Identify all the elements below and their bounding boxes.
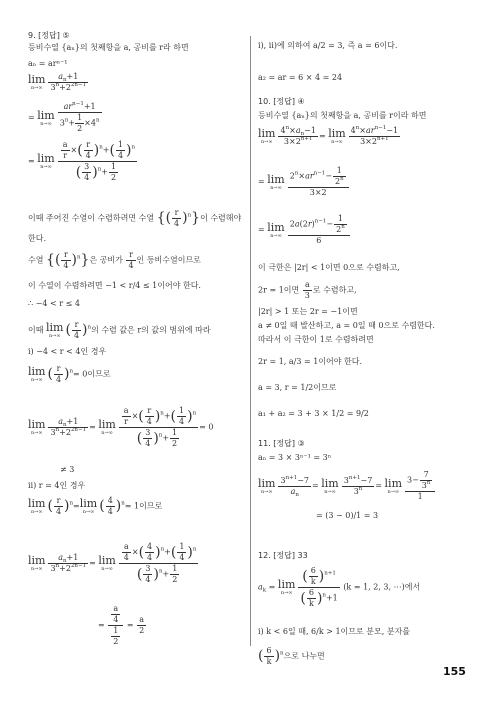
p12-case1: ⅰ) k < 6일 때, 6/k > 1이므로 분모, 분자를 bbox=[258, 627, 410, 636]
problem-9-heading: 9. [정답] ⑤ bbox=[28, 31, 70, 40]
p9-case1-eval: lim n→∞ $\frac{a_n+1}{3^n+2^{2n-1}}$ = lim n→∞ $\frac{a}{r}$ ×( $\frac{r}{4}$ )$^n$+( $\frac{1}{4}$ )$^n$ ( $\frac{3}{4}$ )$^n$+ $\frac{1}{2}$ = 0 bbox=[28, 406, 214, 448]
problem-12-heading: 12. [정답] 33 bbox=[258, 551, 308, 560]
p9-case2-final: = $\frac{\frac{a}{4}}{\frac{1}{2}}$ = $\frac{a}{2}$ bbox=[98, 604, 145, 646]
problem-10-intro: 등비수열 {aₙ}의 첫째항을 a, 공비를 r이라 하면 bbox=[258, 111, 427, 120]
p9-case2-eval: lim n→∞ $\frac{a_n+1}{3^n+2^{2n-1}}$ = lim n→∞ $\frac{a}{4}$ ×( $\frac{4}{4}$ )$^n$+( $\frac{1}{4}$ )$^n$ ( $\frac{3}{4}$ )$^n$+ $\frac{1}{2}$ bbox=[28, 542, 197, 584]
p9-therefore: ∴ −4 < r ≤ 4 bbox=[28, 299, 80, 308]
p9-ineq: 이 수열이 수렴하려면 −1 < r/4 ≤ 1이어야 한다. bbox=[28, 281, 201, 290]
p12-divide: ( $\frac{6}{k}$ )$^n$으로 나누면 bbox=[258, 646, 325, 666]
p10-abs: |2r| > 1 또는 2r = −1이면 bbox=[258, 307, 358, 316]
p10-therefore: 따라서 이 극한이 1로 수렴하려면 bbox=[258, 335, 374, 344]
p9-case1-limit: lim n→∞ ( $\frac{r}{4}$ )$^n$= 0이므로 bbox=[28, 364, 111, 384]
p10-lim-step1: lim n→∞ $\frac{4^n\times a_n-1}{3\times 2^{n+1}}$ = lim n→∞ $\frac{4^n\times ar^{n-1}-1}{3\times 2^{n+1}}$ bbox=[258, 125, 399, 146]
p10-2r-1: 2r = 1이면 $\frac{a}{3}$ 로 수렴하고, bbox=[258, 280, 357, 300]
p11-result: = (3 − 0)/1 = 3 bbox=[316, 511, 379, 520]
p10-converge: 이 극한은 |2r| < 1이면 0으로 수렴하고, bbox=[258, 263, 400, 272]
p9-lim-step1: lim n→∞ $\frac{a_n+1}{3^n+2^{2n-1}}$ bbox=[28, 72, 87, 92]
p10-lim-step2: = lim n→∞ $2^n\times ar^{n-1}-$ $\frac{1}{2^n}$ 3×2 bbox=[258, 166, 350, 198]
p12-ak: $a_k$ = lim n→∞ ( $\frac{6}{k}$ )$^{n+1}$ ( $\frac{6}{k}$ )$^n$+1 (k = 1, 2, 3, ⋯)에서 bbox=[258, 566, 421, 608]
p9-case2-limit: lim n→∞ ( $\frac{r}{4}$ )$^n$= lim n→∞ ( $\frac{4}{4}$ )$^n$= 1이므로 bbox=[28, 496, 163, 516]
p10-diverge: a ≠ 0일 때 발산하고, a = 0일 때 0으로 수렴한다. bbox=[258, 321, 435, 330]
column-divider bbox=[250, 36, 251, 646]
problem-11-heading: 11. [정답] ③ bbox=[258, 439, 305, 448]
p9-a2: a₂ = ar = 6 × 4 = 24 bbox=[258, 73, 343, 82]
p9-ratio: 수열 {( $\frac{r}{4}$ )$^n$}은 공비가 $\frac{r}{4}$ 인 등비수열이므로 bbox=[28, 250, 201, 270]
p9-lim-step3: = lim n→∞ $\frac{a}{r}$ ×( $\frac{r}{4}$ )$^n$+( $\frac{1}{4}$ )$^n$ ( $\frac{3}{4}$ )$^n$+ $\frac{1}{2}$ bbox=[28, 140, 136, 182]
p10-sum: a₁ + a₂ = 3 + 3 × 1/2 = 9/2 bbox=[258, 409, 369, 418]
p11-general-term: aₙ = 3 × 3ⁿ⁻¹ = 3ⁿ bbox=[258, 453, 332, 462]
problem-9-general-term: aₙ = arⁿ⁻¹ bbox=[28, 59, 68, 68]
p9-case1: ⅰ) −4 < r < 4인 경우 bbox=[28, 347, 107, 356]
p10-lim-step3: = lim n→∞ $2a(2r)^{n-1}-$ $\frac{1}{2^n}$ 6 bbox=[258, 214, 351, 246]
p9-conclusion: ⅰ), ⅱ)에 의하여 a/2 = 3, 즉 a = 6이다. bbox=[258, 41, 398, 50]
p10-ar: a = 3, r = 1/2이므로 bbox=[258, 383, 337, 392]
page-number: 155 bbox=[443, 665, 466, 678]
problem-9-intro: 등비수열 {aₙ}의 첫째항을 a, 공비를 r라 하면 bbox=[28, 43, 189, 52]
p9-range: 이때 lim n→∞ ( $\frac{r}{4}$ )$^n$의 수렴 값은 r의 값의 범위에 따라 bbox=[28, 320, 211, 340]
p9-neq: ≠ 3 bbox=[60, 465, 75, 474]
p9-lim-step2: = lim n→∞ $ar^{n-1}+1$ $3^n+$ $\frac{1}{2}$ $\times 4^n$ bbox=[28, 101, 100, 133]
p9-cond-end: 한다. bbox=[28, 234, 46, 243]
p9-case2: ⅱ) r = 4인 경우 bbox=[28, 481, 86, 490]
p10-cond: 2r = 1, a/3 = 1이어야 한다. bbox=[258, 357, 363, 366]
p9-cond: 이때 주어진 수열이 수렴하려면 수열 {( $\frac{r}{4}$ )$^n$}이 수렴해야 bbox=[28, 208, 242, 228]
problem-10-heading: 10. [정답] ④ bbox=[258, 97, 305, 106]
p11-lim: lim n→∞ $\frac{3^{n+1}-7}{a_n}$ = lim n→∞ $\frac{3^{n+1}-7}{3^n}$ = lim n→∞ 3− $\frac{7}{3^n}$ 1 bbox=[258, 470, 436, 502]
